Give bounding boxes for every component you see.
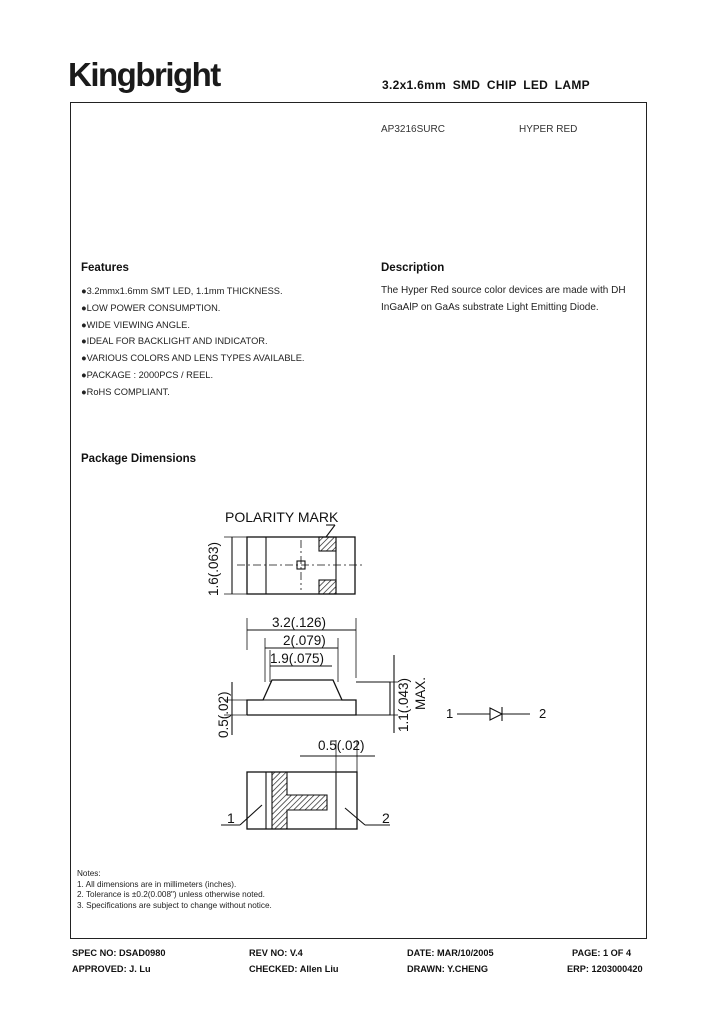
drawn-by: DRAWN: Y.CHENG bbox=[407, 964, 488, 974]
dim-pad: 0.5(.02) bbox=[318, 738, 365, 753]
part-color: HYPER RED bbox=[519, 124, 578, 135]
rev-no: REV NO: V.4 bbox=[249, 948, 303, 958]
list-item: ●VARIOUS COLORS AND LENS TYPES AVAILABLE. bbox=[81, 353, 305, 364]
pin-2-label: 2 bbox=[382, 810, 390, 826]
side-view bbox=[216, 615, 428, 738]
description-text: The Hyper Red source color devices are made with DH InGaAlP on GaAs substrate Light Emitting Diode. bbox=[381, 285, 626, 313]
approved-by: APPROVED: J. Lu bbox=[72, 964, 151, 974]
polarity-mark-bottom bbox=[319, 580, 336, 594]
polarity-mark-label: POLARITY MARK bbox=[225, 509, 339, 525]
date: DATE: MAR/10/2005 bbox=[407, 948, 494, 958]
dim-inner-19: 1.9(.075) bbox=[270, 651, 325, 666]
dim-max: MAX. bbox=[413, 676, 428, 710]
list-item: ●RoHS COMPLIANT. bbox=[81, 386, 170, 397]
company-logo: Kingbright bbox=[68, 56, 220, 93]
note-line: 2. Tolerance is ±0.2(0.008") unless otherwise noted. bbox=[77, 890, 265, 899]
cathode-pad bbox=[272, 772, 327, 829]
diode-symbol bbox=[446, 706, 546, 721]
notes-title: Notes: bbox=[77, 869, 101, 878]
document-title: 3.2x1.6mm SMD CHIP LED LAMP bbox=[382, 78, 590, 92]
dim-width: 1.6(.063) bbox=[206, 541, 221, 596]
note-line: 1. All dimensions are in millimeters (inches). bbox=[77, 879, 237, 889]
symbol-pin-2: 2 bbox=[539, 706, 547, 721]
features-heading: Features bbox=[81, 262, 129, 274]
polarity-mark-top bbox=[319, 537, 336, 551]
list-item: ●PACKAGE : 2000PCS / REEL. bbox=[81, 369, 214, 380]
bottom-view bbox=[221, 738, 390, 829]
list-item: ●WIDE VIEWING ANGLE. bbox=[81, 319, 190, 330]
list-item: ●IDEAL FOR BACKLIGHT AND INDICATOR. bbox=[81, 336, 268, 347]
description-heading: Description bbox=[381, 262, 445, 274]
dim-inner-2: 2(.079) bbox=[283, 633, 326, 648]
checked-by: CHECKED: Allen Liu bbox=[249, 964, 339, 974]
dim-height: 1.1(.043) bbox=[396, 677, 411, 732]
package-heading: Package Dimensions bbox=[81, 453, 197, 465]
list-item: ●LOW POWER CONSUMPTION. bbox=[81, 302, 221, 313]
notes bbox=[77, 869, 272, 911]
page-number: PAGE: 1 OF 4 bbox=[572, 948, 632, 958]
dim-left-05: 0.5(.02) bbox=[216, 691, 231, 738]
dim-length: 3.2(.126) bbox=[272, 615, 327, 630]
symbol-pin-1: 1 bbox=[446, 706, 454, 721]
top-view bbox=[206, 509, 365, 596]
list-item: ●3.2mmx1.6mm SMT LED, 1.1mm THICKNESS. bbox=[81, 286, 283, 296]
note-line: 3. Specifications are subject to change without notice. bbox=[77, 900, 272, 910]
pin-1-label: 1 bbox=[227, 810, 235, 826]
part-number: AP3216SURC bbox=[381, 124, 445, 135]
erp-number: ERP: 1203000420 bbox=[567, 964, 643, 974]
spec-no: SPEC NO: DSAD0980 bbox=[72, 948, 166, 958]
